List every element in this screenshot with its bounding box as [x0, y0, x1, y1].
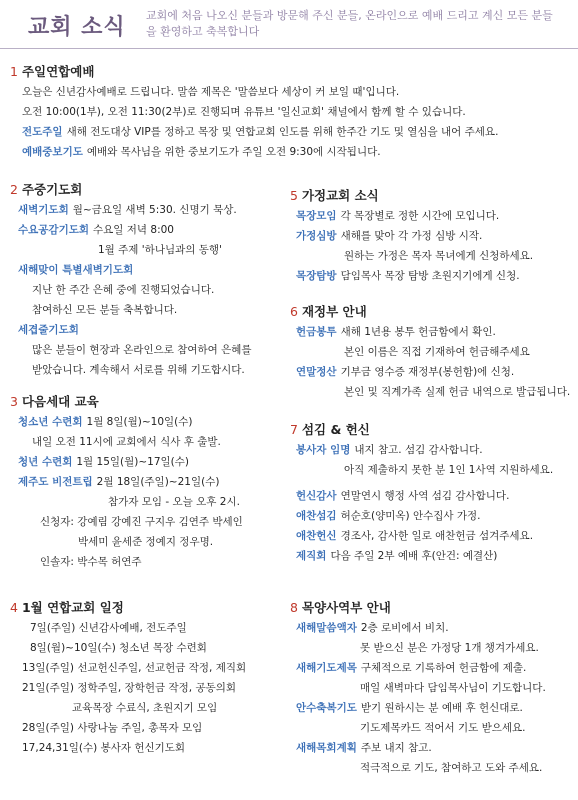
notice-item: [296, 486, 570, 506]
schedule-item: 교육목장 수료식, 초원지기 모임: [72, 702, 218, 714]
section-title-text: 1월 연합교회 일정: [21, 600, 124, 615]
item-label: 수요공감기도회: [18, 224, 90, 236]
notice-line: 적극적으로 기도, 참여하고 도와 주세요.: [360, 762, 543, 774]
item-text: 내지 참고. 섬김 감사합니다.: [354, 444, 483, 456]
item-text: 1월 15일(월)~17일(수): [76, 456, 190, 468]
section-number: 6: [290, 304, 298, 319]
section-home-church: [290, 186, 570, 286]
item-label: 전도주일: [22, 126, 63, 138]
item-text: 새해 1년용 봉투 헌금함에서 확인.: [340, 326, 496, 338]
section-title: [290, 420, 570, 440]
item-text: 담임목사 목장 탐방 초원지기에게 신청.: [340, 270, 520, 282]
item-text: 각 목장별로 정한 시간에 모입니다.: [340, 210, 500, 222]
item-text: 1월 8일(월)~10일(수): [86, 416, 193, 428]
section-worship: [10, 62, 570, 162]
section-schedule: [10, 598, 285, 758]
section-title-text: 주일연합예배: [21, 64, 95, 79]
item-text: 예배와 목사님을 위한 중보기도가 주일 오전 9:30에 시작됩니다.: [86, 146, 381, 158]
notice-item: [18, 320, 285, 340]
item-label: 애찬헌신: [296, 530, 337, 542]
notice-item: [22, 142, 570, 162]
section-finance: [290, 302, 570, 402]
item-text: 기부금 영수증 재정부(봉헌함)에 신청.: [340, 366, 515, 378]
page-title: 교회 소식: [28, 15, 126, 40]
notice-item: [296, 506, 570, 526]
item-text: 경조사, 감사한 일로 애찬헌금 섬겨주세요.: [340, 530, 534, 542]
notice-line: 인솔자: 박수목 허연주: [40, 556, 142, 568]
notice-line: 아직 제출하지 못한 분 1인 1사역 지원하세요.: [344, 464, 554, 476]
notice-item: [22, 122, 570, 142]
notice-line: 못 받으신 분은 가정당 1개 챙겨가세요.: [360, 642, 539, 654]
item-label: 가정심방: [296, 230, 337, 242]
item-label: 애찬섬김: [296, 510, 337, 522]
section-number: 5: [290, 188, 298, 203]
section-title: [10, 392, 285, 412]
notice-item: [18, 200, 285, 220]
section-title: [10, 598, 285, 618]
schedule-item: 21일(주일) 정학주일, 장학헌금 작정, 공동의회: [22, 682, 237, 694]
section-number: 1: [10, 64, 18, 79]
notice-item: [18, 260, 285, 280]
item-text: 구체적으로 기록하여 헌금함에 제출.: [360, 662, 527, 674]
section-number: 7: [290, 422, 298, 437]
notice-item: [18, 452, 285, 472]
notice-item: [296, 618, 570, 638]
item-text: 2층 로비에서 비치.: [360, 622, 449, 634]
notice-line: 참여하신 모든 분들 축복합니다.: [32, 304, 178, 316]
notice-line: 박세미 윤세준 정예지 정우명.: [78, 536, 214, 548]
item-text: 다음 주일 2부 예배 후(안건: 예결산): [330, 550, 498, 562]
notice-item: [296, 266, 570, 286]
notice-line: 많은 분들이 현장과 온라인으로 참여하여 은혜를: [32, 344, 252, 356]
schedule-item: 17,24,31일(수) 봉사자 헌신기도회: [22, 742, 186, 754]
schedule-item: 13일(주일) 선교헌신주일, 선교헌금 작정, 제직회: [22, 662, 247, 674]
item-text: 받기 원하시는 분 예배 후 헌신대로.: [360, 702, 523, 714]
notice-item: [18, 220, 285, 240]
item-label: 청소년 수련회: [18, 416, 83, 428]
section-title-text: 목양사역부 안내: [301, 600, 391, 615]
item-label: 새벽기도회: [18, 204, 69, 216]
item-label: 헌금봉투: [296, 326, 337, 338]
item-label: 제주도 비전트립: [18, 476, 93, 488]
section-title-text: 다음세대 교육: [21, 394, 99, 409]
item-text: 연말연시 행정 사역 섬김 감사합니다.: [340, 490, 510, 502]
notice-line: 내일 오전 11시에 교회에서 식사 후 출발.: [32, 436, 221, 448]
section-title: [10, 62, 570, 82]
schedule-item: 28일(주일) 사랑나눔 주일, 총목자 모임: [22, 722, 203, 734]
notice-item: [296, 322, 570, 342]
item-label: 새해목회계획: [296, 742, 357, 754]
notice-item: [296, 698, 570, 718]
section-service: [290, 420, 570, 566]
item-label: 봉사자 임명: [296, 444, 351, 456]
section-title-text: 가정교회 소식: [301, 188, 379, 203]
item-label: 목장모임: [296, 210, 337, 222]
item-text: 주보 내지 참고.: [360, 742, 432, 754]
notice-item: [296, 206, 570, 226]
header: [0, 0, 578, 52]
section-title-text: 주중기도회: [21, 182, 83, 197]
section-prayer: [10, 180, 285, 380]
item-label: 제직회: [296, 550, 327, 562]
notice-line: 본인 및 직계가족 실제 헌금 내역으로 발급됩니다.: [344, 386, 571, 398]
item-label: 헌신감사: [296, 490, 337, 502]
notice-line: 참가자 모임 - 오늘 오후 2시.: [108, 496, 240, 508]
page-subtitle: 교회에 처음 나오신 분들과 방문해 주신 분들, 온라인으로 예배 드리고 계신 모든 분들을 환영하고 축복합니다: [146, 9, 553, 38]
notice-line: 본인 이름은 직접 기재하여 헌금해주세요: [344, 346, 530, 358]
notice-item: [296, 362, 570, 382]
notice-item: [296, 738, 570, 758]
item-label: 새해말씀액자: [296, 622, 357, 634]
divider: [0, 48, 578, 49]
item-text: 월~금요일 새벽 5:30. 신명기 묵상.: [72, 204, 237, 216]
schedule-item: 7일(주일) 신년감사예배, 전도주일: [30, 622, 187, 634]
item-label: 새해맞이 특별새벽기도회: [18, 264, 134, 276]
section-title: [10, 180, 285, 200]
section-number: 4: [10, 600, 18, 615]
item-label: 세겹줄기도회: [18, 324, 79, 336]
notice-item: [296, 546, 570, 566]
item-text: 새해를 맞아 각 가정 심방 시작.: [340, 230, 483, 242]
item-text: 2월 18일(주일)~21일(수): [96, 476, 220, 488]
notice-item: [18, 472, 285, 492]
notice-line: 오전 10:00(1부), 오전 11:30(2부)로 진행되며 유튜브 '일신교회' 채널에서 함께 할 수 있습니다.: [22, 106, 466, 118]
section-number: 8: [290, 600, 298, 615]
item-label: 청년 수련회: [18, 456, 73, 468]
schedule-item: 8일(월)~10일(수) 청소년 목장 수련회: [30, 642, 207, 654]
notice-line: 원하는 가정은 목자 목녀에게 신청하세요.: [344, 250, 534, 262]
notice-line: 1월 주제 '하나님과의 동행': [98, 244, 222, 256]
notice-line: 매일 새벽마다 담임목사님이 기도합니다.: [360, 682, 546, 694]
item-text: 수요일 저녁 8:00: [93, 224, 174, 236]
notice-line: 오늘은 신년감사예배로 드립니다. 말씀 제목은 '말씀보다 세상이 커 보일 때'입니다.: [22, 86, 400, 98]
section-title-text: 재정부 안내: [301, 304, 367, 319]
notice-item: [18, 412, 285, 432]
notice-line: 받았습니다. 계속해서 서로를 위해 기도합시다.: [32, 364, 245, 376]
notice-item: [296, 226, 570, 246]
section-title: [290, 598, 570, 618]
notice-line: 신청자: 강예림 강예진 구지우 김연주 박세인: [40, 516, 243, 528]
section-title: [290, 302, 570, 322]
notice-item: [296, 440, 570, 460]
section-title: [290, 186, 570, 206]
notice-line: 지난 한 주간 은혜 중에 진행되었습니다.: [32, 284, 215, 296]
item-label: 안수축복기도: [296, 702, 357, 714]
item-text: 새해 전도대상 VIP를 정하고 목장 및 연합교회 인도를 위해 한주간 기도 및 열심을 내어 주세요.: [66, 126, 499, 138]
section-number: 2: [10, 182, 18, 197]
notice-item: [296, 658, 570, 678]
item-label: 연말정산: [296, 366, 337, 378]
section-pastoral: [290, 598, 570, 778]
item-text: 허순호(양미옥) 안수집사 가정.: [340, 510, 481, 522]
section-number: 3: [10, 394, 18, 409]
item-label: 목장탐방: [296, 270, 337, 282]
item-label: 예배중보기도: [22, 146, 83, 158]
notice-line: 기도제목카드 적어서 기도 받으세요.: [360, 722, 526, 734]
notice-item: [296, 526, 570, 546]
section-education: [10, 392, 285, 572]
section-title-text: 섬김 & 헌신: [301, 422, 370, 437]
item-label: 새해기도제목: [296, 662, 357, 674]
